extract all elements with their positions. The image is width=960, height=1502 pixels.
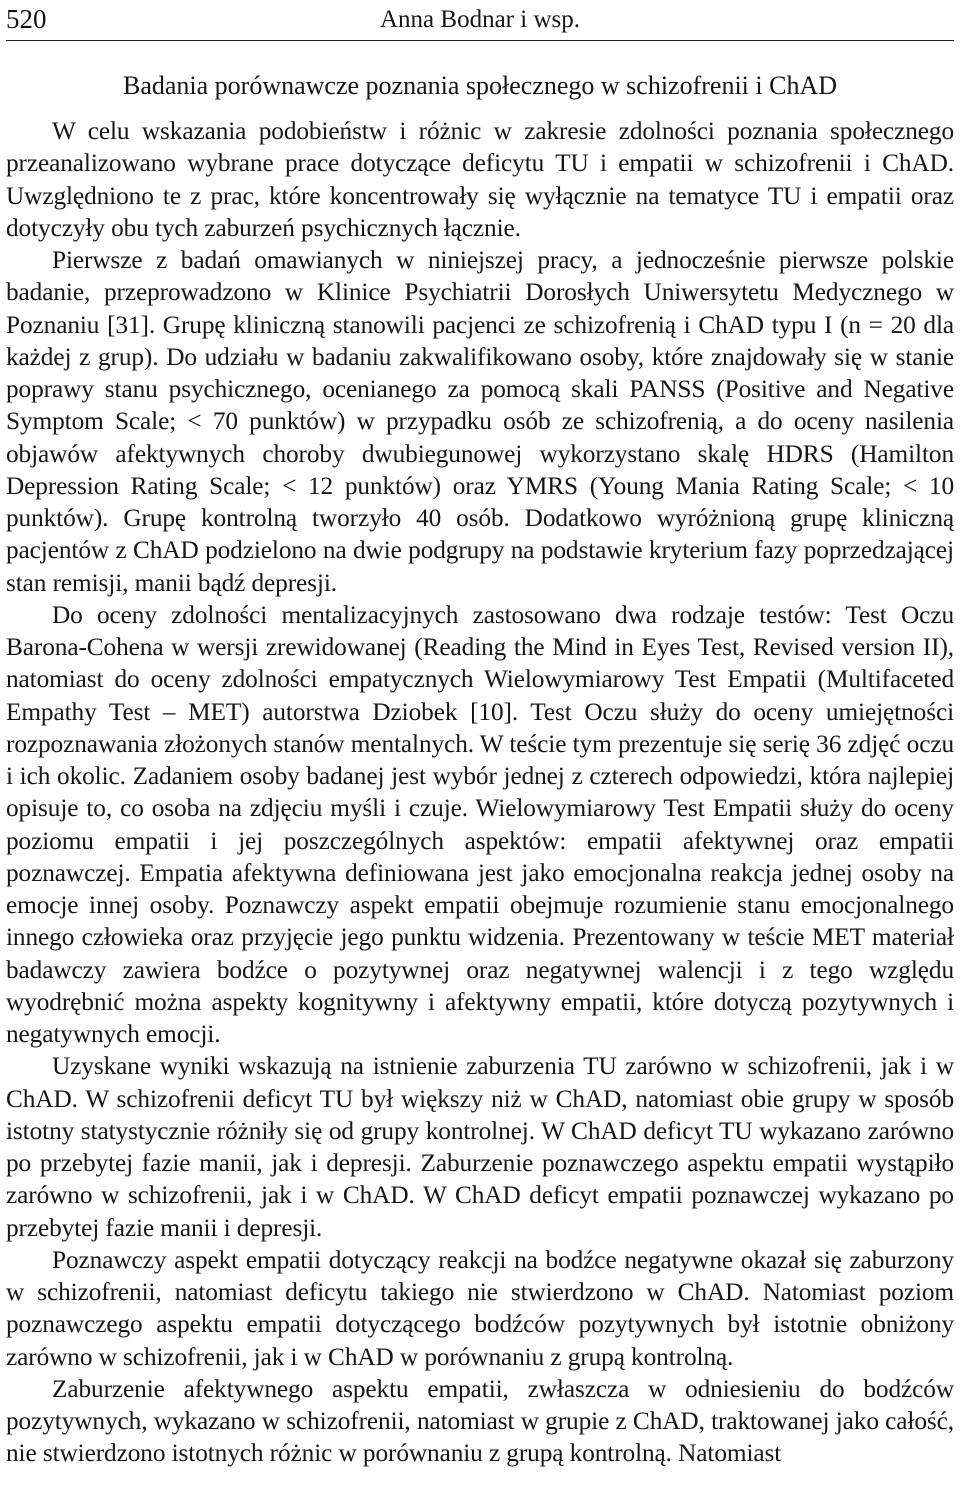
paragraph: Zaburzenie afektywnego aspektu empatii, zwłaszcza w odniesieniu do bodźców pozytywnych, wykazano w schizofrenii, natomiast w grupie z ChAD, traktowanej jako całość, nie stwierdzono istotnych różnic w porównaniu z grupą kontrolną. Natomiast bbox=[6, 1374, 954, 1468]
paragraph: Do oceny zdolności mentalizacyjnych zastosowano dwa rodzaje testów: Test Oczu Barona-Cohena w wersji zrewidowanej (Reading the Mind in Eyes Test, Revised version II), natomiast do oceny zdolności empatycznych Wielowymiarowy Test Empatii (Multifaceted Empathy Test – MET) autorstwa Dziobek [10]. Test Oczu służy do oceny umiejętności rozpoznawania złożonych stanów mentalnych. W teście tym prezentuje się serię 36 zdjęć oczu i ich okolic. Zadaniem osoby badanej jest wybór jednej z czterech odpowiedzi, która najlepiej opisuje to, co osoba na zdjęciu myśli i czuje. Wielowymiarowy Test Empatii służy do oceny poziomu empatii i jej poszczególnych aspektów: empatii afektywnej oraz empatii poznawczej. Empatia afektywna definiowana jest jako emocjonalna reakcja jednej osoby na emocje innej osoby. Poznawczy aspekt empatii obejmuje rozumienie stanu emocjonalnego innego człowieka oraz przyjęcie jego punktu widzenia. Prezentowany w teście MET materiał badawczy zawiera bodźce o pozytywnej oraz negatywnej walencji i z tego względu wyodrębnić można aspekty kognitywny i afektywny empatii, które dotyczą pozytywnych i negatywnych emocji. bbox=[6, 600, 954, 1048]
page-number: 520 bbox=[6, 4, 47, 34]
page-header bbox=[6, 0, 954, 41]
body-text bbox=[6, 115, 954, 1470]
paragraph: Pierwsze z badań omawianych w niniejszej pracy, a jednocześnie pierwsze polskie badanie, przeprowadzono w Klinice Psychiatrii Dorosłych Uniwersytetu Medycznego w Poznaniu [31]. Grupę kliniczną stanowili pacjenci ze schizofrenią i ChAD typu I (n = 20 dla każdej z grup). Do udziału w badaniu zakwalifikowano osoby, które znajdowały się w stanie poprawy stanu psychicznego, ocenianego za pomocą skali PANSS (Positive and Negative Symptom Scale; < 70 punktów) w przypadku osób ze schizofrenią, a do oceny nasilenia objawów afektywnych choroby dwubiegunowej wykorzystano skalę HDRS (Hamilton Depression Rating Scale; < 12 punktów) oraz YMRS (Young Mania Rating Scale; < 10 punktów). Grupę kontrolną tworzyło 40 osób. Dodatkowo wyróżnioną grupę kliniczną pacjentów z ChAD podzielono na dwie podgrupy na podstawie kryterium fazy poprzedzającej stan remisji, manii bądź depresji. bbox=[6, 246, 954, 597]
paragraph: Uzyskane wyniki wskazują na istnienie zaburzenia TU zarówno w schizofrenii, jak i w ChAD. W schizofrenii deficyt TU był większy niż w ChAD, natomiast obie grupy w sposób istotny statystycznie różniły się od grupy kontrolnej. W ChAD deficyt TU wykazano zarówno po przebytej fazie manii, jak i depresji. Zaburzenie poznawczego aspektu empatii wystąpiło zarówno w schizofrenii, jak i w ChAD. W ChAD deficyt empatii poznawczej wykazano po przebytej fazie manii i depresji. bbox=[6, 1052, 954, 1242]
paragraph: Poznawczy aspekt empatii dotyczący reakcji na bodźce negatywne okazał się zaburzony w schizofrenii, natomiast deficytu takiego nie stwierdzono w ChAD. Natomiast poziom poznawczego aspektu empatii dotyczącego bodźców pozytywnych był istotnie obniżony zarówno w schizofrenii, jak i w ChAD w porównaniu z grupą kontrolną. bbox=[6, 1245, 954, 1371]
running-head: Anna Bodnar i wsp. bbox=[380, 6, 580, 33]
section-title: Badania porównawcze poznania społecznego w schizofrenii i ChAD bbox=[122, 71, 838, 100]
paragraph: W celu wskazania podobieństw i różnic w zakresie zdolności poznania społecznego przeanalizowano wybrane prace dotyczące deficytu TU i empatii w schizofrenii i ChAD. Uwzględniono te z prac, które koncentrowały się wyłącznie na tematyce TU i empatii oraz dotyczyły obu tych zaburzeń psychicznych łącznie. bbox=[6, 117, 954, 242]
